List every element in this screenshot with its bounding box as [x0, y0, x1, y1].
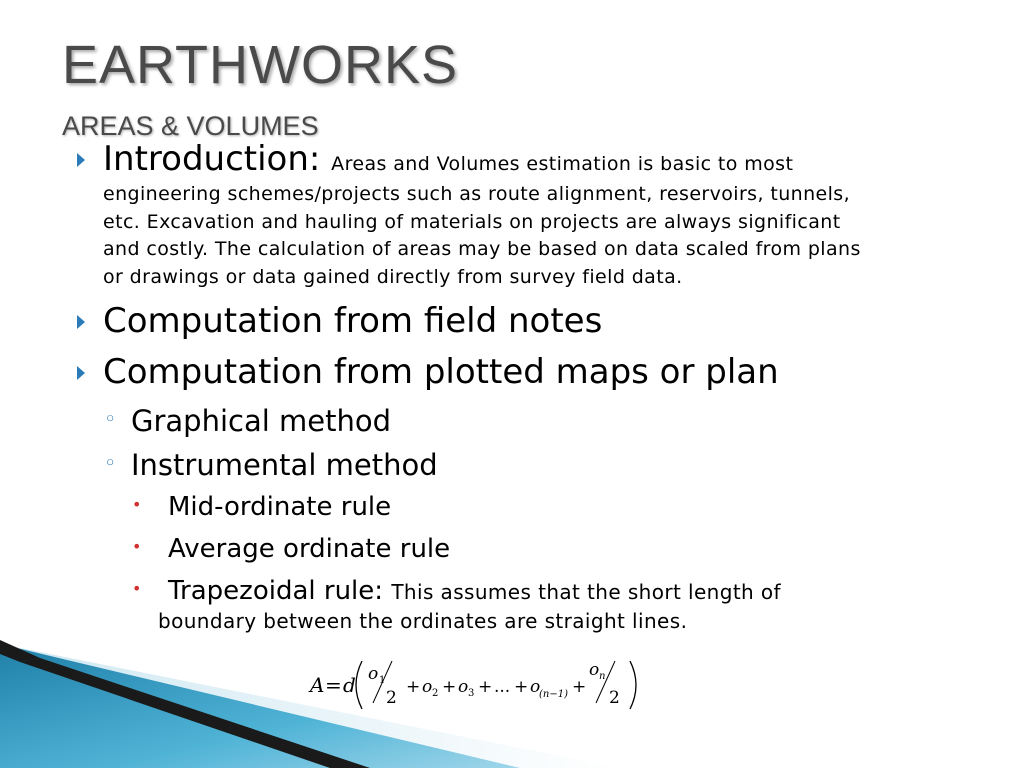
rule-text: This assumes that the short length of [391, 580, 781, 604]
dot-bullet-icon: • [132, 537, 142, 556]
sub-bullet-label: Graphical method [131, 404, 391, 438]
close-paren [630, 661, 636, 709]
bullet-heading: Computation from plotted maps or plan [103, 352, 779, 392]
formula-o1-sub: 1 [379, 675, 386, 686]
formula-on1: o [530, 677, 541, 697]
formula-ellipsis: ... [494, 677, 511, 697]
bullet-field-notes [103, 302, 963, 341]
triangle-bullet-icon [77, 153, 85, 167]
formula-o3-sub: 3 [468, 688, 475, 699]
rule-average-ordinate [132, 534, 908, 565]
formula-on1-sub: (n−1) [539, 689, 568, 700]
rule-label: Trapezoidal rule: [168, 576, 384, 606]
formula-o1: o [368, 664, 379, 684]
bullet-text: Areas and Volumes estimation is basic to most [331, 153, 794, 175]
rule-mid-ordinate [132, 492, 908, 523]
circle-bullet-icon: ◦ [104, 451, 117, 475]
bullet-plotted-maps [103, 353, 963, 392]
paragraph-line: etc. Excavation and hauling of materials on projects are always significant [103, 210, 841, 233]
sub-bullet-graphical [104, 404, 391, 439]
dot-bullet-icon: • [132, 495, 142, 514]
sub-bullet-label: Instrumental method [131, 448, 438, 482]
formula-plus: + [572, 677, 587, 697]
triangle-bullet-icon [77, 366, 85, 380]
formula-plus: + [478, 677, 493, 697]
bullet-heading: Introduction: [103, 139, 321, 179]
bullet-introduction [103, 140, 963, 291]
slide-title: EARTHWORKS [62, 35, 459, 95]
formula-o2: o [422, 677, 433, 697]
formula-lhs: A [310, 673, 325, 697]
paragraph-line: and costly. The calculation of areas may be based on data scaled from plans [103, 238, 861, 261]
formula-d: d [343, 673, 356, 697]
slide-subtitle: AREAS & VOLUMES [62, 111, 319, 141]
formula-o3: o [458, 677, 469, 697]
formula-half-den: 2 [386, 688, 397, 708]
rule-label: Average ordinate rule [168, 534, 451, 564]
rule-label: Mid-ordinate rule [168, 492, 392, 522]
paragraph-line: engineering schemes/projects such as route alignment, reservoirs, tunnels, [103, 183, 851, 206]
formula-half-den2: 2 [609, 688, 620, 708]
dot-bullet-icon: • [132, 579, 142, 598]
rule-continuation: boundary between the ordinates are straight lines. [158, 609, 688, 634]
bullet-heading: Computation from field notes [103, 301, 603, 341]
sub-bullet-instrumental [104, 448, 438, 483]
formula-on: o [589, 660, 600, 680]
triangle-bullet-icon [77, 315, 85, 329]
bullet-paragraph [103, 181, 963, 291]
paragraph-line: or drawings or data gained directly from survey field data. [103, 265, 683, 288]
formula-equals: = [325, 673, 342, 697]
formula-o2-sub: 2 [432, 688, 439, 699]
circle-bullet-icon: ◦ [104, 407, 117, 431]
corner-decoration [0, 640, 620, 768]
formula-plus: + [514, 677, 529, 697]
rule-trapezoidal [132, 576, 908, 634]
formula-on-sub: n [599, 671, 606, 682]
formula-plus: + [442, 677, 457, 697]
formula-plus: + [406, 677, 421, 697]
